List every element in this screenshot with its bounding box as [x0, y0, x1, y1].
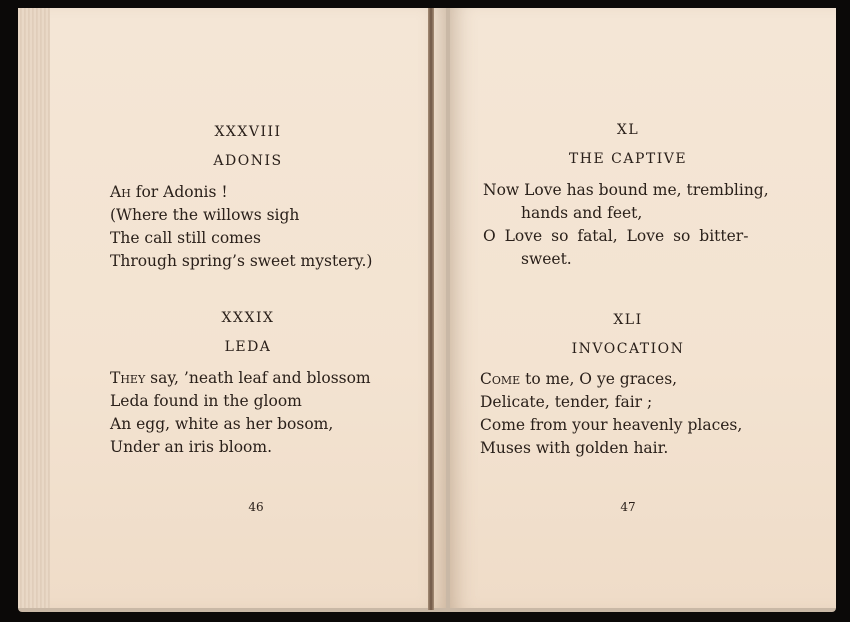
poem-stanza	[480, 368, 742, 460]
poem-line: Leda found in the gloom	[110, 392, 302, 410]
page-number: 46	[248, 500, 264, 514]
poem-numeral: XL	[616, 122, 640, 138]
poem-numeral: XXXVIII	[214, 124, 282, 140]
poem-line: Come to me, O ye graces,	[480, 370, 678, 388]
left-page	[50, 8, 446, 608]
poem-line: Through spring’s sweet mystery.)	[110, 252, 373, 270]
poem-line: Muses with golden hair.	[480, 439, 669, 457]
poem-line: sweet.	[521, 250, 572, 268]
poem-title: THE CAPTIVE	[568, 151, 688, 167]
poem-line: Now Love has bound me, trembling,	[483, 181, 769, 199]
poem-numeral: XLI	[613, 312, 643, 328]
page-number: 47	[620, 500, 636, 514]
poem-line: (Where the willows sigh	[110, 206, 300, 224]
poem-line: Come from your heavenly places,	[480, 416, 743, 434]
poem-title: INVOCATION	[571, 341, 685, 357]
poem-stanza	[110, 367, 371, 459]
poem-line: Under an iris bloom.	[110, 438, 273, 456]
poem-stanza	[110, 181, 372, 273]
poem-numeral: XXXIX	[221, 310, 275, 326]
poem-line: They say, ’neath leaf and blossom	[110, 369, 371, 387]
poem-line: O Love so fatal, Love so bitter-	[483, 227, 749, 245]
poem-stanza	[483, 179, 769, 271]
poem-title: ADONIS	[213, 153, 283, 169]
poem-line: hands and feet,	[521, 204, 643, 222]
poem-line: An egg, white as her bosom,	[110, 415, 334, 433]
right-page	[450, 8, 836, 608]
book-gutter	[428, 8, 434, 610]
poem-line: Delicate, tender, fair ;	[480, 393, 653, 411]
poem-line: The call still comes	[110, 229, 262, 247]
poem-line: Ah for Adonis !	[110, 183, 228, 201]
poem-title: LEDA	[224, 339, 272, 355]
